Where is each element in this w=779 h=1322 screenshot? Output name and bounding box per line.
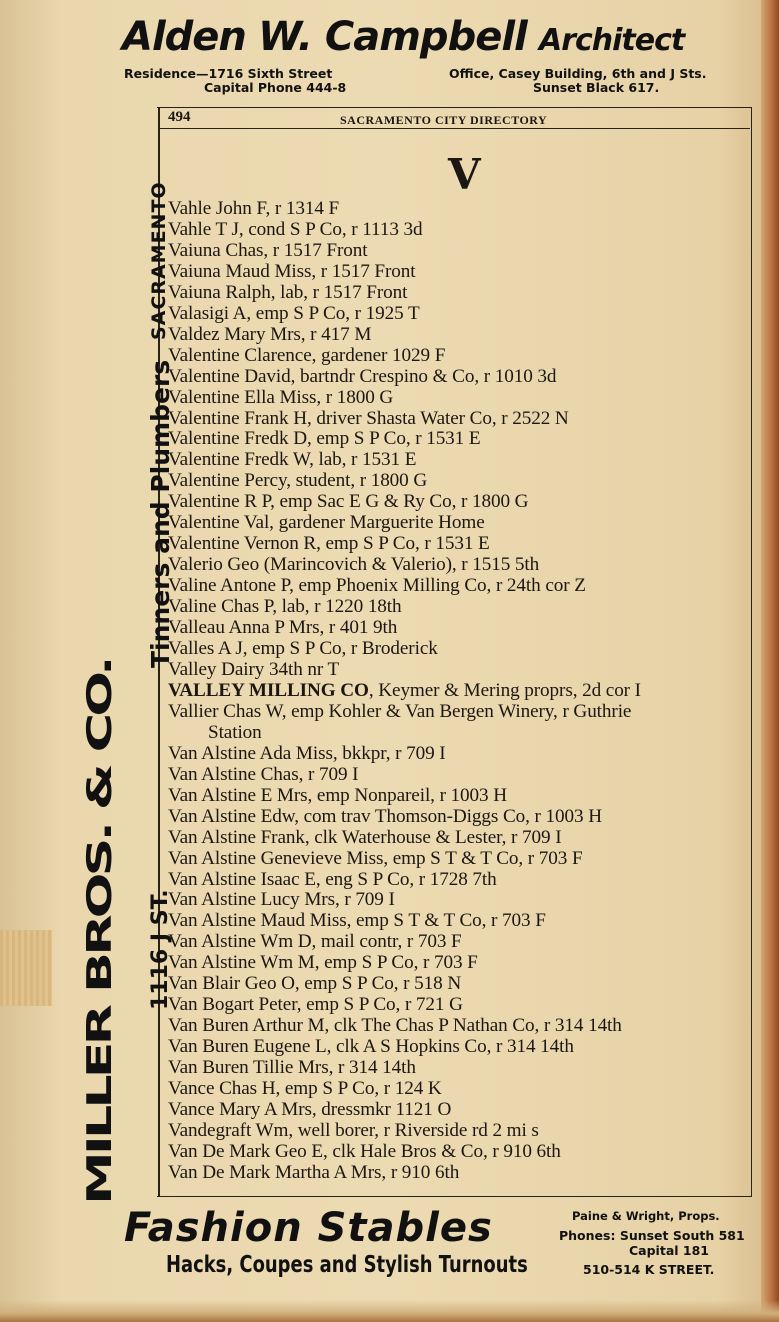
side-ad-city: SACRAMENTO xyxy=(148,181,170,340)
directory-entries xyxy=(168,199,758,1184)
footer-phones: Phones: Sunset South 581 xyxy=(559,1228,745,1243)
directory-entry xyxy=(168,953,758,974)
entry-text: Valasigi A, emp S P Co, r 1925 T xyxy=(168,302,420,324)
entry-text: Vance Chas H, emp S P Co, r 124 K xyxy=(168,1078,442,1100)
directory-entry xyxy=(168,241,758,262)
entry-text: Van Alstine Edw, com trav Thomson-Diggs Co, r 1003 H xyxy=(168,805,602,827)
directory-entry xyxy=(168,367,758,388)
directory-entry xyxy=(168,450,758,471)
entry-text: Van Buren Arthur M, clk The Chas P Nathan Co, r 314 14th xyxy=(168,1015,622,1037)
entry-text: Valine Chas P, lab, r 1220 18th xyxy=(168,596,402,618)
directory-entry xyxy=(168,1079,758,1100)
directory-entry xyxy=(168,639,758,660)
footer-ad-subtitle: Hacks, Coupes and Stylish Turnouts xyxy=(166,1252,528,1278)
directory-entry xyxy=(168,702,758,723)
entry-text: Valleau Anna P Mrs, r 401 9th xyxy=(168,617,398,639)
entry-text: Van De Mark Geo E, clk Hale Bros & Co, r 910 6th xyxy=(168,1140,561,1162)
side-ad-address: 1116 J ST. xyxy=(148,889,173,1010)
directory-entry xyxy=(168,325,758,346)
directory-entry xyxy=(168,283,758,304)
entry-text: Station xyxy=(208,721,262,743)
header-profession: Architect xyxy=(538,23,685,58)
side-ad-company: MILLER BROS. & CO. xyxy=(80,659,120,1205)
entry-text: Valles A J, emp S P Co, r Broderick xyxy=(168,638,438,660)
directory-entry xyxy=(168,388,758,409)
entry-text: Van Alstine Wm D, mail contr, r 703 F xyxy=(168,931,462,953)
directory-entry xyxy=(168,597,758,618)
directory-entry xyxy=(168,304,758,325)
header-phone: Capital Phone 444-8 xyxy=(204,80,347,95)
directory-entry xyxy=(168,1016,758,1037)
entry-text: Valentine Frank H, driver Shasta Water Co, r 2522 N xyxy=(168,407,569,429)
entry-text: Valley Dairy 34th nr T xyxy=(168,658,340,680)
entry-text: Valentine Clarence, gardener 1029 F xyxy=(168,344,446,366)
directory-entry xyxy=(168,1121,758,1142)
header-residence: Residence—1716 Sixth Street xyxy=(124,66,333,81)
directory-entry xyxy=(168,576,758,597)
tape-patch xyxy=(0,930,52,1006)
directory-entry xyxy=(168,409,758,430)
entry-text: Van Alstine Isaac E, eng S P Co, r 1728 7th xyxy=(168,868,497,890)
header-sunset-phone: Sunset Black 617. xyxy=(533,80,660,95)
header-name-last: W. Campbell xyxy=(258,14,527,60)
side-ad-trade: Tinners and Plumbers xyxy=(146,359,175,668)
entry-text: Van Alstine Chas, r 709 I xyxy=(168,763,359,785)
entry-text: Van Alstine Wm M, emp S P Co, r 703 F xyxy=(168,952,478,974)
footer-ad-title: Fashion Stables xyxy=(124,1205,493,1251)
entry-text: Vandegraft Wm, well borer, r Riverside rd 2 mi s xyxy=(168,1119,539,1141)
entry-text: Vahle John F, r 1314 F xyxy=(168,198,340,219)
entry-text: Valentine Vernon R, emp S P Co, r 1531 E xyxy=(168,533,490,555)
directory-entry xyxy=(168,199,758,220)
directory-entry xyxy=(168,220,758,241)
entry-text: , Keymer & Mering proprs, 2d cor I xyxy=(368,679,641,701)
directory-entry xyxy=(168,555,758,576)
entry-text: Valentine Fredk D, emp S P Co, r 1531 E xyxy=(168,428,481,450)
entry-business-name: VALLEY MILLING CO xyxy=(168,679,369,701)
directory-entry xyxy=(168,849,758,870)
directory-entry xyxy=(168,765,758,786)
entry-text: Valentine David, bartndr Crespino & Co, r 1010 3d xyxy=(168,365,557,387)
directory-entry xyxy=(168,890,758,911)
entry-text: Valentine Percy, student, r 1800 G xyxy=(168,470,428,492)
entry-text: Van Alstine Frank, clk Waterhouse & Lester, r 709 I xyxy=(168,826,562,848)
entry-text: Van Alstine Maud Miss, emp S T & T Co, r 703 F xyxy=(168,910,546,932)
directory-entry xyxy=(168,660,758,681)
entry-text: Vaiuna Maud Miss, r 1517 Front xyxy=(168,260,416,282)
directory-entry xyxy=(168,744,758,765)
directory-entry-continuation xyxy=(168,723,758,744)
entry-text: Valentine Val, gardener Marguerite Home xyxy=(168,512,485,534)
entry-text: Van Alstine Lucy Mrs, r 709 I xyxy=(168,889,395,911)
footer-address: 510-514 K STREET. xyxy=(583,1262,715,1277)
entry-text: Valine Antone P, emp Phoenix Milling Co, r 24th cor Z xyxy=(168,575,586,597)
page-bottom-shadow xyxy=(0,1300,779,1322)
directory-entry xyxy=(168,513,758,534)
entry-text: Valentine Ella Miss, r 1800 G xyxy=(168,386,394,408)
directory-entry xyxy=(168,1142,758,1163)
entry-text: Vance Mary A Mrs, dressmkr 1121 O xyxy=(168,1098,452,1120)
running-head xyxy=(160,108,750,129)
entry-text: Van Buren Tillie Mrs, r 314 14th xyxy=(168,1057,416,1079)
directory-entry xyxy=(168,681,758,702)
section-letter: V xyxy=(448,150,481,199)
directory-entry xyxy=(168,1100,758,1121)
entry-text: Van Buren Eugene L, clk A S Hopkins Co, r 314 14th xyxy=(168,1036,574,1058)
entry-text: Valentine R P, emp Sac E G & Ry Co, r 1800 G xyxy=(168,491,529,513)
directory-entry xyxy=(168,1163,758,1184)
header-advertiser-name xyxy=(122,14,762,60)
entry-text: Van Alstine E Mrs, emp Nonpareil, r 1003 H xyxy=(168,784,507,806)
directory-title: SACRAMENTO CITY DIRECTORY xyxy=(340,113,548,127)
entry-text: Vaiuna Ralph, lab, r 1517 Front xyxy=(168,281,408,303)
entry-text: Van Alstine Genevieve Miss, emp S T & T Co, r 703 F xyxy=(168,847,583,869)
entry-text: Van De Mark Martha A Mrs, r 910 6th xyxy=(168,1161,460,1183)
directory-entry xyxy=(168,618,758,639)
directory-entry xyxy=(168,974,758,995)
header-name-first: Alden xyxy=(122,14,246,60)
entry-text: Van Alstine Ada Miss, bkkpr, r 709 I xyxy=(168,742,446,764)
page-edge-shadow xyxy=(761,0,779,1322)
directory-entry xyxy=(168,932,758,953)
footer-proprietors: Paine & Wright, Props. xyxy=(572,1209,720,1223)
directory-entry xyxy=(168,1058,758,1079)
directory-entry xyxy=(168,870,758,891)
entry-text: Vahle T J, cond S P Co, r 1113 3d xyxy=(168,218,423,240)
entry-text: Van Bogart Peter, emp S P Co, r 721 G xyxy=(168,994,463,1016)
entry-text: Valdez Mary Mrs, r 417 M xyxy=(168,323,372,345)
directory-entry xyxy=(168,346,758,367)
entry-text: Valentine Fredk W, lab, r 1531 E xyxy=(168,449,417,471)
directory-entry xyxy=(168,492,758,513)
entry-text: Vaiuna Chas, r 1517 Front xyxy=(168,239,368,261)
page-number: 494 xyxy=(168,109,191,125)
header-office: Office, Casey Building, 6th and J Sts. xyxy=(449,66,707,81)
entry-text: Van Blair Geo O, emp S P Co, r 518 N xyxy=(168,973,462,995)
directory-entry xyxy=(168,807,758,828)
entry-text: Valerio Geo (Marincovich & Valerio), r 1515 5th xyxy=(168,554,540,576)
directory-entry xyxy=(168,828,758,849)
directory-entry xyxy=(168,995,758,1016)
directory-entry xyxy=(168,786,758,807)
footer-capital: Capital 181 xyxy=(629,1243,709,1258)
directory-entry xyxy=(168,262,758,283)
directory-entry xyxy=(168,534,758,555)
directory-entry xyxy=(168,471,758,492)
directory-entry xyxy=(168,429,758,450)
entry-text: Vallier Chas W, emp Kohler & Van Bergen Winery, r Guthrie xyxy=(168,700,632,722)
directory-entry xyxy=(168,911,758,932)
directory-entry xyxy=(168,1037,758,1058)
